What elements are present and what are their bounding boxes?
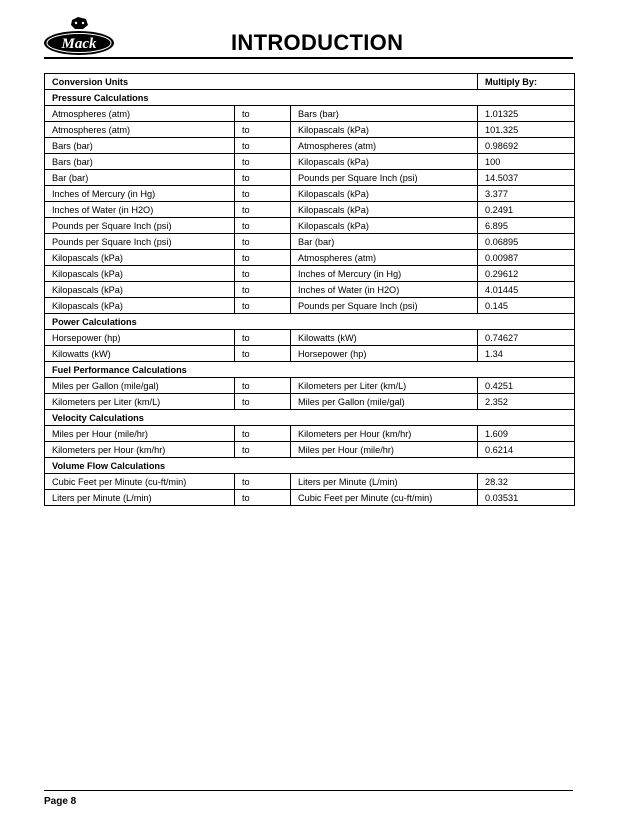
multiply-by-cell: 28.32 bbox=[478, 474, 575, 490]
multiply-by-cell: 0.06895 bbox=[478, 234, 575, 250]
multiply-by-cell: 0.145 bbox=[478, 298, 575, 314]
from-unit-cell: Pounds per Square Inch (psi) bbox=[45, 234, 235, 250]
to-cell: to bbox=[235, 298, 291, 314]
multiply-by-cell: 101.325 bbox=[478, 122, 575, 138]
to-cell: to bbox=[235, 186, 291, 202]
page-title: INTRODUCTION bbox=[231, 30, 404, 55]
to-cell: to bbox=[235, 106, 291, 122]
table-header-row bbox=[45, 74, 575, 90]
to-cell: to bbox=[235, 426, 291, 442]
table-row bbox=[45, 106, 575, 122]
to-unit-cell: Liters per Minute (L/min) bbox=[291, 474, 478, 490]
table-row bbox=[45, 282, 575, 298]
from-unit-cell: Bars (bar) bbox=[45, 154, 235, 170]
multiply-by-cell: 1.609 bbox=[478, 426, 575, 442]
multiply-by-cell: 100 bbox=[478, 154, 575, 170]
table-row bbox=[45, 394, 575, 410]
from-unit-cell: Cubic Feet per Minute (cu-ft/min) bbox=[45, 474, 235, 490]
table-row bbox=[45, 426, 575, 442]
to-unit-cell: Bar (bar) bbox=[291, 234, 478, 250]
multiply-by-cell: 4.01445 bbox=[478, 282, 575, 298]
multiply-by-cell: 2.352 bbox=[478, 394, 575, 410]
to-unit-cell: Miles per Hour (mile/hr) bbox=[291, 442, 478, 458]
table-row bbox=[45, 266, 575, 282]
to-cell: to bbox=[235, 138, 291, 154]
table-row bbox=[45, 378, 575, 394]
to-unit-cell: Atmospheres (atm) bbox=[291, 138, 478, 154]
to-unit-cell: Kilopascals (kPa) bbox=[291, 186, 478, 202]
to-cell: to bbox=[235, 394, 291, 410]
multiply-by-cell: 0.4251 bbox=[478, 378, 575, 394]
table-row bbox=[45, 490, 575, 506]
to-unit-cell: Kilopascals (kPa) bbox=[291, 218, 478, 234]
to-cell: to bbox=[235, 154, 291, 170]
table-row bbox=[45, 250, 575, 266]
to-cell: to bbox=[235, 218, 291, 234]
to-unit-cell: Cubic Feet per Minute (cu-ft/min) bbox=[291, 490, 478, 506]
to-cell: to bbox=[235, 170, 291, 186]
table-row bbox=[45, 234, 575, 250]
to-unit-cell: Kilopascals (kPa) bbox=[291, 154, 478, 170]
section-header-row bbox=[45, 410, 575, 426]
to-cell: to bbox=[235, 282, 291, 298]
to-cell: to bbox=[235, 474, 291, 490]
from-unit-cell: Bars (bar) bbox=[45, 138, 235, 154]
multiply-by-cell: 0.74627 bbox=[478, 330, 575, 346]
table-row bbox=[45, 298, 575, 314]
multiply-by-cell: 0.2491 bbox=[478, 202, 575, 218]
logo-text: Mack bbox=[61, 36, 97, 52]
section-header-row bbox=[45, 314, 575, 330]
from-unit-cell: Horsepower (hp) bbox=[45, 330, 235, 346]
section-header-row bbox=[45, 362, 575, 378]
table-row bbox=[45, 122, 575, 138]
table-row bbox=[45, 218, 575, 234]
column-header-conversion-units: Conversion Units bbox=[45, 74, 478, 90]
to-cell: to bbox=[235, 330, 291, 346]
multiply-by-cell: 0.6214 bbox=[478, 442, 575, 458]
to-cell: to bbox=[235, 442, 291, 458]
to-unit-cell: Horsepower (hp) bbox=[291, 346, 478, 362]
to-unit-cell: Kilopascals (kPa) bbox=[291, 202, 478, 218]
column-header-multiply-by: Multiply By: bbox=[478, 74, 575, 90]
to-cell: to bbox=[235, 346, 291, 362]
from-unit-cell: Liters per Minute (L/min) bbox=[45, 490, 235, 506]
to-unit-cell: Miles per Gallon (mile/gal) bbox=[291, 394, 478, 410]
from-unit-cell: Kilowatts (kW) bbox=[45, 346, 235, 362]
to-cell: to bbox=[235, 266, 291, 282]
from-unit-cell: Kilopascals (kPa) bbox=[45, 266, 235, 282]
to-cell: to bbox=[235, 378, 291, 394]
multiply-by-cell: 6.895 bbox=[478, 218, 575, 234]
to-unit-cell: Pounds per Square Inch (psi) bbox=[291, 170, 478, 186]
multiply-by-cell: 3.377 bbox=[478, 186, 575, 202]
from-unit-cell: Kilometers per Hour (km/hr) bbox=[45, 442, 235, 458]
to-cell: to bbox=[235, 122, 291, 138]
table-row bbox=[45, 202, 575, 218]
to-unit-cell: Atmospheres (atm) bbox=[291, 250, 478, 266]
table-row bbox=[45, 170, 575, 186]
table-row bbox=[45, 154, 575, 170]
section-title: Volume Flow Calculations bbox=[45, 458, 575, 474]
from-unit-cell: Kilometers per Liter (km/L) bbox=[45, 394, 235, 410]
from-unit-cell: Inches of Mercury (in Hg) bbox=[45, 186, 235, 202]
multiply-by-cell: 1.34 bbox=[478, 346, 575, 362]
conversion-table bbox=[44, 73, 575, 506]
to-cell: to bbox=[235, 234, 291, 250]
to-unit-cell: Inches of Water (in H2O) bbox=[291, 282, 478, 298]
table-row bbox=[45, 442, 575, 458]
section-title: Pressure Calculations bbox=[45, 90, 575, 106]
page-number: Page 8 bbox=[44, 796, 77, 807]
section-header-row bbox=[45, 90, 575, 106]
from-unit-cell: Inches of Water (in H2O) bbox=[45, 202, 235, 218]
section-header-row bbox=[45, 458, 575, 474]
table-row bbox=[45, 474, 575, 490]
from-unit-cell: Kilopascals (kPa) bbox=[45, 298, 235, 314]
from-unit-cell: Bar (bar) bbox=[45, 170, 235, 186]
section-title: Power Calculations bbox=[45, 314, 575, 330]
from-unit-cell: Kilopascals (kPa) bbox=[45, 282, 235, 298]
footer-rule bbox=[44, 790, 573, 791]
multiply-by-cell: 0.98692 bbox=[478, 138, 575, 154]
to-cell: to bbox=[235, 202, 291, 218]
from-unit-cell: Miles per Hour (mile/hr) bbox=[45, 426, 235, 442]
to-cell: to bbox=[235, 250, 291, 266]
multiply-by-cell: 14.5037 bbox=[478, 170, 575, 186]
multiply-by-cell: 1.01325 bbox=[478, 106, 575, 122]
to-unit-cell: Kilopascals (kPa) bbox=[291, 122, 478, 138]
to-unit-cell: Pounds per Square Inch (psi) bbox=[291, 298, 478, 314]
to-unit-cell: Kilowatts (kW) bbox=[291, 330, 478, 346]
table-row bbox=[45, 186, 575, 202]
table-row bbox=[45, 330, 575, 346]
multiply-by-cell: 0.03531 bbox=[478, 490, 575, 506]
from-unit-cell: Kilopascals (kPa) bbox=[45, 250, 235, 266]
multiply-by-cell: 0.00987 bbox=[478, 250, 575, 266]
table-row bbox=[45, 138, 575, 154]
multiply-by-cell: 0.29612 bbox=[478, 266, 575, 282]
to-unit-cell: Kilometers per Hour (km/hr) bbox=[291, 426, 478, 442]
to-unit-cell: Inches of Mercury (in Hg) bbox=[291, 266, 478, 282]
from-unit-cell: Atmospheres (atm) bbox=[45, 122, 235, 138]
section-title: Velocity Calculations bbox=[45, 410, 575, 426]
table-row bbox=[45, 346, 575, 362]
from-unit-cell: Pounds per Square Inch (psi) bbox=[45, 218, 235, 234]
mack-logo bbox=[42, 17, 116, 57]
header-rule bbox=[44, 57, 573, 59]
to-unit-cell: Bars (bar) bbox=[291, 106, 478, 122]
section-title: Fuel Performance Calculations bbox=[45, 362, 575, 378]
from-unit-cell: Atmospheres (atm) bbox=[45, 106, 235, 122]
from-unit-cell: Miles per Gallon (mile/gal) bbox=[45, 378, 235, 394]
to-cell: to bbox=[235, 490, 291, 506]
to-unit-cell: Kilometers per Liter (km/L) bbox=[291, 378, 478, 394]
